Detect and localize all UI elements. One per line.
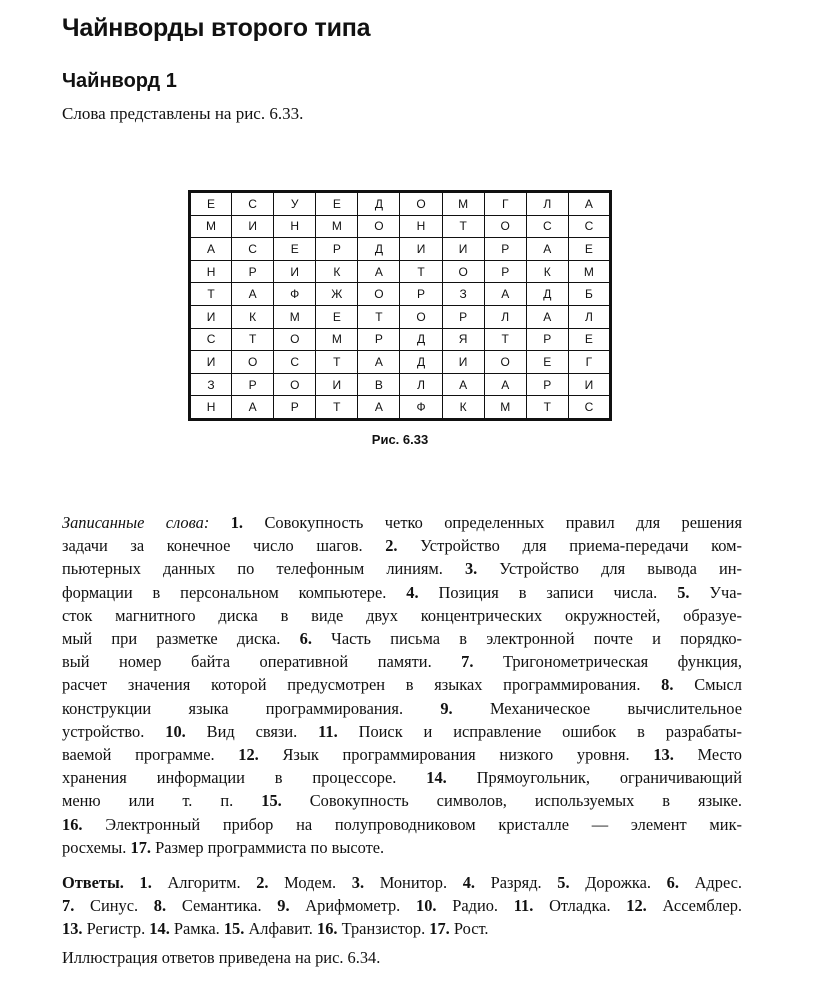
clues-line xyxy=(62,534,742,557)
grid-cell: А xyxy=(358,351,400,374)
item-number: 16. xyxy=(317,919,338,939)
item-text: меню или т. п. xyxy=(62,791,262,811)
item-text: Электронный прибор на полупроводниковом кристалле — элемент мик- xyxy=(82,814,742,834)
grid-cell: А xyxy=(442,373,484,396)
item-text: Модем. xyxy=(268,873,352,892)
grid-cell: Л xyxy=(526,192,568,216)
clues-line xyxy=(62,650,742,673)
grid-cell: Д xyxy=(358,238,400,261)
item-text: Устройство для вывода ин- xyxy=(477,559,742,579)
item-number: 15. xyxy=(223,919,245,939)
item-number: 12. xyxy=(238,745,259,765)
grid-cell: Т xyxy=(400,260,442,283)
grid-cell: У xyxy=(274,192,316,216)
item-text: хранения информации в процессоре. xyxy=(62,768,427,788)
answers-line xyxy=(62,894,742,917)
clues-line xyxy=(62,604,742,627)
clues-line xyxy=(62,813,742,836)
answers-line xyxy=(62,871,742,894)
item-number: 10. xyxy=(416,896,437,916)
grid-cell: К xyxy=(442,396,484,420)
grid-cell: Д xyxy=(400,328,442,351)
clues-line xyxy=(62,557,742,580)
item-number: 17. xyxy=(429,919,450,939)
grid-cell: А xyxy=(568,192,610,216)
item-number: 5. xyxy=(557,873,570,892)
item-number: 8. xyxy=(661,675,674,695)
item-number: 6. xyxy=(666,873,679,892)
grid-cell: Е xyxy=(316,305,358,328)
item-number: 4. xyxy=(462,873,475,892)
item-number: 11. xyxy=(318,721,338,741)
grid-cell: О xyxy=(274,328,316,351)
item-number: 3. xyxy=(351,873,365,892)
item-number: 3. xyxy=(464,559,478,579)
grid-cell: Н xyxy=(274,215,316,238)
grid-cell: И xyxy=(274,260,316,283)
item-text: Рост. xyxy=(449,919,489,939)
grid-cell: Е xyxy=(274,238,316,261)
clues-line xyxy=(62,511,742,534)
item-text: Арифмометр. xyxy=(289,896,417,916)
grid-cell: М xyxy=(316,328,358,351)
clues-line xyxy=(62,673,742,696)
grid-cell: А xyxy=(358,396,400,420)
item-text: Место xyxy=(673,745,742,765)
item-text: Тригонометрическая функция, xyxy=(473,652,742,672)
clues-line xyxy=(62,789,742,812)
item-text: сток магнитного диска в виде двух концентрических окружностей, образуе- xyxy=(62,605,742,625)
grid-cell: С xyxy=(568,215,610,238)
item-text: росхемы. xyxy=(62,837,131,857)
grid-cell: Т xyxy=(316,351,358,374)
item-text: задачи за конечное число шагов. xyxy=(62,536,386,556)
item-text: Алгоритм. xyxy=(151,873,257,892)
item-text: Язык программирования низкого уровня. xyxy=(258,745,654,765)
clues-line xyxy=(62,581,742,604)
item-text: Разряд. xyxy=(474,873,558,892)
grid-cell: И xyxy=(442,238,484,261)
item-number: 17. xyxy=(130,837,151,857)
grid-cell: З xyxy=(190,373,232,396)
answers-line xyxy=(62,917,742,940)
item-number: 14. xyxy=(426,768,447,788)
item-text: Вид связи. xyxy=(185,721,319,741)
grid-row xyxy=(190,238,611,261)
grid-cell: З xyxy=(442,283,484,306)
item-number: 10. xyxy=(165,721,186,741)
grid-cell: О xyxy=(442,260,484,283)
grid-cell: Т xyxy=(442,215,484,238)
item-text: Поиск и исправление ошибок в разрабаты- xyxy=(337,721,743,741)
grid-cell: Я xyxy=(442,328,484,351)
grid-cell: Р xyxy=(232,260,274,283)
item-text: вый номер байта оперативной памяти. xyxy=(62,652,462,672)
grid-cell: О xyxy=(400,192,442,216)
grid-cell: А xyxy=(526,238,568,261)
grid-row xyxy=(190,305,611,328)
grid-cell: И xyxy=(316,373,358,396)
grid-cell: Е xyxy=(568,238,610,261)
grid-cell: Р xyxy=(484,260,526,283)
clues-line xyxy=(62,627,742,650)
item-number: 14. xyxy=(149,919,170,939)
grid-cell: О xyxy=(358,283,400,306)
clues-line xyxy=(62,766,742,789)
grid-cell: А xyxy=(190,238,232,261)
figure-caption: Рис. 6.33 xyxy=(371,432,429,447)
grid-cell: М xyxy=(316,215,358,238)
grid-cell: Ф xyxy=(274,283,316,306)
grid-cell: Р xyxy=(526,373,568,396)
grid-cell: Т xyxy=(316,396,358,420)
grid-cell: О xyxy=(274,373,316,396)
item-text: Совокупность четко определенных правил для решения xyxy=(243,513,742,532)
grid-cell: С xyxy=(232,192,274,216)
grid-cell: Г xyxy=(484,192,526,216)
grid-cell: Е xyxy=(190,192,232,216)
clues-line xyxy=(62,836,742,859)
grid-row xyxy=(190,283,611,306)
grid-cell: Н xyxy=(190,396,232,420)
paragraph-label: Ответы. xyxy=(62,873,140,892)
grid-cell: Т xyxy=(190,283,232,306)
item-text: Позиция в записи числа. xyxy=(418,582,678,602)
grid-cell: К xyxy=(316,260,358,283)
grid-cell: С xyxy=(274,351,316,374)
grid-cell: О xyxy=(232,351,274,374)
item-number: 2. xyxy=(256,873,269,892)
grid-cell: О xyxy=(484,351,526,374)
grid-cell: Р xyxy=(232,373,274,396)
grid-cell: М xyxy=(568,260,610,283)
intro-text: Слова представлены на рис. 6.33. xyxy=(62,104,304,123)
grid-cell: Р xyxy=(358,328,400,351)
item-number: 7. xyxy=(461,652,474,672)
item-number: 16. xyxy=(62,814,83,834)
item-text: конструкции языка программирования. xyxy=(62,698,441,718)
grid-cell: А xyxy=(484,283,526,306)
grid-cell: А xyxy=(358,260,400,283)
item-text: расчет значения которой предусмотрен в языках программирования. xyxy=(62,675,662,695)
footer-text: Иллюстрация ответов приведена на рис. 6.34. xyxy=(62,948,381,967)
grid-row xyxy=(190,351,611,374)
item-text: Рамка. xyxy=(169,919,224,939)
grid-cell: Р xyxy=(526,328,568,351)
item-text: формации в персональном компьютере. xyxy=(62,582,407,602)
item-text: Ассемблер. xyxy=(646,896,743,916)
grid-cell: Д xyxy=(526,283,568,306)
grid-cell: В xyxy=(358,373,400,396)
grid-cell: С xyxy=(568,396,610,420)
item-number: 9. xyxy=(440,698,453,718)
answers-paragraph xyxy=(62,871,742,941)
grid-cell: К xyxy=(526,260,568,283)
grid-row xyxy=(190,373,611,396)
item-text: пьютерных данных по телефонным линиям. xyxy=(62,559,465,579)
item-number: 5. xyxy=(677,582,690,602)
grid-cell: А xyxy=(526,305,568,328)
grid-cell: С xyxy=(232,238,274,261)
grid-cell: Т xyxy=(358,305,400,328)
grid-cell: Д xyxy=(358,192,400,216)
grid-cell: Л xyxy=(484,305,526,328)
item-text: Уча- xyxy=(689,582,742,602)
grid-cell: Л xyxy=(568,305,610,328)
item-number: 13. xyxy=(653,745,674,765)
item-number: 12. xyxy=(626,896,647,916)
grid-cell: Р xyxy=(484,238,526,261)
grid-cell: А xyxy=(232,396,274,420)
item-number: 8. xyxy=(153,896,167,916)
grid-cell: И xyxy=(190,351,232,374)
item-number: 1. xyxy=(230,513,244,532)
grid-cell: Р xyxy=(274,396,316,420)
grid-cell: Л xyxy=(400,373,442,396)
page-title: Чайнворды второго типа xyxy=(62,14,371,42)
item-text: Синус. xyxy=(74,896,154,916)
grid-cell: Д xyxy=(400,351,442,374)
item-text: Радио. xyxy=(436,896,514,916)
grid-cell: И xyxy=(568,373,610,396)
grid-cell: Е xyxy=(316,192,358,216)
clues-line xyxy=(62,743,742,766)
grid-cell: М xyxy=(484,396,526,420)
item-number: 4. xyxy=(406,582,419,602)
grid-cell: С xyxy=(526,215,568,238)
item-text: Транзистор. xyxy=(337,919,430,939)
grid-cell: Е xyxy=(568,328,610,351)
grid-cell: И xyxy=(232,215,274,238)
item-number: 7. xyxy=(62,896,75,916)
grid-cell: О xyxy=(400,305,442,328)
item-text: Совокупность символов, используемых в языке. xyxy=(281,791,742,811)
grid-cell: К xyxy=(232,305,274,328)
item-text: Размер программиста по высоте. xyxy=(151,837,385,857)
grid-cell: М xyxy=(190,215,232,238)
grid-cell: О xyxy=(358,215,400,238)
item-number: 9. xyxy=(277,896,290,916)
grid-cell: Е xyxy=(526,351,568,374)
clues-line xyxy=(62,720,742,743)
grid-cell: С xyxy=(190,328,232,351)
grid-cell: А xyxy=(484,373,526,396)
item-text: Регистр. xyxy=(82,919,150,939)
grid-cell: Т xyxy=(232,328,274,351)
grid-cell: Ж xyxy=(316,283,358,306)
grid-cell: Н xyxy=(190,260,232,283)
grid-cell: Г xyxy=(568,351,610,374)
letter-grid xyxy=(188,190,612,421)
grid-row xyxy=(190,215,611,238)
grid-cell: Р xyxy=(442,305,484,328)
grid-cell: Ф xyxy=(400,396,442,420)
item-number: 13. xyxy=(62,919,83,939)
item-number: 2. xyxy=(385,536,398,556)
item-text: мый при разметке диска. xyxy=(62,629,300,649)
grid-cell: О xyxy=(484,215,526,238)
clues-paragraph xyxy=(62,511,742,859)
item-text: Часть письма в электронной почте и порядко- xyxy=(311,629,742,649)
grid-cell: А xyxy=(232,283,274,306)
clues-line xyxy=(62,697,742,720)
grid-cell: И xyxy=(400,238,442,261)
grid-cell: И xyxy=(190,305,232,328)
grid-row xyxy=(190,260,611,283)
grid-row xyxy=(190,192,611,216)
item-text: Механическое вычислительное xyxy=(452,698,742,718)
grid-row xyxy=(190,328,611,351)
grid-cell: И xyxy=(442,351,484,374)
grid-cell: Т xyxy=(526,396,568,420)
item-text: Семантика. xyxy=(166,896,278,916)
paragraph-label: Записанные слова: xyxy=(62,513,231,532)
item-text: устройство. xyxy=(62,721,166,741)
section-title: Чайнворд 1 xyxy=(62,70,177,92)
item-text: ваемой программе. xyxy=(62,745,239,765)
grid-cell: Т xyxy=(484,328,526,351)
item-text: Смысл xyxy=(673,675,742,695)
item-text: Алфавит. xyxy=(244,919,317,939)
grid-cell: М xyxy=(274,305,316,328)
item-number: 15. xyxy=(261,791,282,811)
grid-cell: Б xyxy=(568,283,610,306)
grid-cell: М xyxy=(442,192,484,216)
item-number: 6. xyxy=(299,629,312,649)
grid-row xyxy=(190,396,611,420)
item-text: Отладка. xyxy=(533,896,627,916)
item-text: Прямоугольник, ограничивающий xyxy=(446,768,742,788)
grid-cell: Н xyxy=(400,215,442,238)
item-text: Монитор. xyxy=(364,873,463,892)
item-text: Дорожка. xyxy=(569,873,667,892)
grid-cell: Р xyxy=(316,238,358,261)
item-number: 11. xyxy=(513,896,534,916)
item-text: Устройство для приема-передачи ком- xyxy=(397,536,742,556)
item-number: 1. xyxy=(139,873,152,892)
grid-cell: Р xyxy=(400,283,442,306)
item-text: Адрес. xyxy=(678,873,743,892)
